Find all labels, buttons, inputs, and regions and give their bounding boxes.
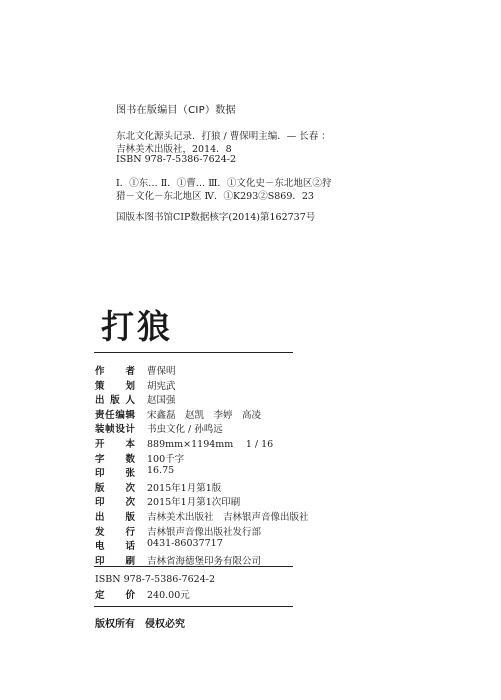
credit-value: 吉林省海德堡印务有限公司 <box>147 555 262 567</box>
cip-line-2: 吉林美术出版社，2014．8 <box>116 144 232 155</box>
credit-value: 胡宪武 <box>147 380 176 392</box>
price-label: 定 价 <box>95 590 135 601</box>
credit-label: 策 划 <box>95 380 135 392</box>
credit-value: 100千字 <box>147 453 185 465</box>
cip-line-1: 东北文化源头记录．打狼 / 曹保明主编．— 长春 ： <box>116 131 331 142</box>
credits-divider <box>94 566 293 567</box>
credit-value: 吉林银声音像出版社发行部 <box>147 526 262 538</box>
credit-label: 电 话 <box>95 541 135 553</box>
credit-label: 出 版 <box>95 511 135 523</box>
credit-value: 曹保明 <box>147 366 176 377</box>
credit-label: 印 张 <box>95 468 135 480</box>
credit-value: 0431-86037717 <box>147 538 223 550</box>
title-divider <box>94 352 293 353</box>
credit-label: 出 版 人 <box>95 395 135 407</box>
credit-label: 发 行 <box>95 526 135 538</box>
credit-label: 印 次 <box>95 497 135 509</box>
credit-label: 字 数 <box>95 453 135 465</box>
cip-line-3: ISBN 978-7-5386-7624-2 <box>116 154 236 165</box>
book-title: 打狼 <box>101 307 173 346</box>
credit-value: 宋鑫磊 赵凯 李婷 高凌 <box>147 409 262 421</box>
isbn: ISBN 978-7-5386-7624-2 <box>95 574 215 585</box>
credit-value: 2015年1月第1版 <box>147 482 222 494</box>
credit-label: 版 次 <box>95 482 135 494</box>
credit-value: 书虫文化 / 孙鸣远 <box>147 424 223 436</box>
price-divider <box>94 606 293 607</box>
price-value: 240.00元 <box>147 590 190 601</box>
credit-label: 装 帧 设 计 <box>95 424 135 436</box>
copyright-notice: 版权所有 侵权必究 <box>95 619 185 630</box>
cip-line-4: Ⅰ．①东… Ⅱ．①曹… Ⅲ．①文化史－东北地区②狩 <box>116 178 332 189</box>
credit-label: 作 者 <box>95 366 135 377</box>
credit-label: 开 本 <box>95 438 135 450</box>
cip-line-6: 国版本图书馆CIP数据核字(2014)第162737号 <box>116 212 316 223</box>
credit-value: 赵国强 <box>147 395 176 407</box>
cip-line-5: 猎－文化－东北地区 Ⅳ．①K293②S869．23 <box>116 191 314 202</box>
credit-label: 印 刷 <box>95 555 135 567</box>
credit-value: 16.75 <box>147 465 175 477</box>
credit-label: 责 任 编 辑 <box>95 409 135 421</box>
credit-value: 吉林美术出版社 吉林银声音像出版社 <box>147 511 309 523</box>
cip-heading: 图书在版编目（CIP）数据 <box>116 105 236 116</box>
credit-value: 889mm×1194mm 1 / 16 <box>147 438 274 450</box>
credit-value: 2015年1月第1次印刷 <box>147 497 241 509</box>
price-row <box>95 587 295 601</box>
